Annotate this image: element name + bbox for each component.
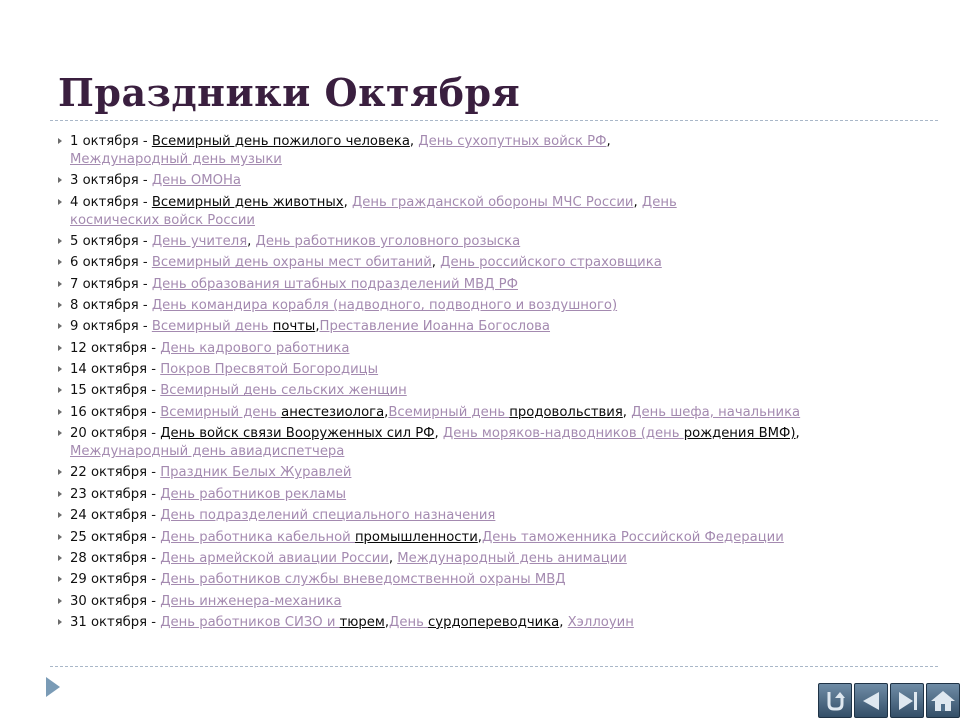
date-label: 30 октября — [70, 593, 148, 609]
separator-text: , — [384, 614, 390, 630]
holiday-link[interactable]: День работников рекламы — [160, 486, 347, 502]
holiday-link[interactable]: Всемирный день — [388, 404, 510, 420]
date-label: 23 октября — [70, 486, 148, 502]
holiday-link[interactable]: День работников службы вневедомственной охраны МВД — [160, 572, 566, 588]
bullet-icon — [58, 619, 62, 625]
list-item — [56, 614, 936, 632]
date-label: 3 октября — [70, 173, 139, 189]
separator-text: , — [315, 319, 320, 335]
date-label: 8 октября — [70, 298, 139, 314]
date-separator: - — [147, 614, 161, 630]
separator-text: , — [795, 426, 800, 442]
holiday-link[interactable]: День кадрового работника — [160, 340, 350, 356]
holiday-link[interactable]: Всемирный день — [160, 404, 282, 420]
list-item — [56, 550, 936, 568]
holiday-link[interactable]: Международный день музыки — [70, 152, 282, 167]
bullet-icon — [58, 576, 62, 582]
separator-text: , — [434, 426, 443, 442]
holiday-link[interactable]: Всемирный день животных — [151, 194, 344, 210]
holiday-link[interactable]: День — [389, 614, 429, 630]
bullet-icon — [58, 177, 62, 183]
date-label: 9 октября — [70, 319, 139, 335]
holiday-link[interactable]: Международный день анимации — [397, 550, 627, 566]
date-label: 28 октября — [70, 550, 148, 566]
return-icon — [823, 689, 847, 713]
date-separator: - — [138, 276, 152, 292]
list-item — [56, 382, 936, 400]
date-label: 5 октября — [70, 234, 139, 250]
separator-text: , — [409, 134, 419, 149]
separator-text: , — [633, 194, 642, 210]
date-label: 22 октября — [70, 465, 148, 481]
holiday-link[interactable]: День войск связи Вооруженных сил РФ — [160, 426, 435, 442]
holiday-link[interactable]: промышленности — [354, 529, 478, 545]
holiday-link[interactable]: День таможенника Российской Федерации — [482, 529, 784, 545]
list-item — [56, 404, 936, 422]
date-separator: - — [138, 255, 152, 271]
bullet-icon — [58, 534, 62, 540]
bullet-icon — [58, 302, 62, 308]
list-item — [56, 233, 936, 251]
holiday-link[interactable]: День шефа, начальника — [631, 404, 801, 420]
date-separator: - — [147, 362, 161, 378]
holiday-link[interactable]: тюрем — [339, 614, 385, 630]
holiday-link[interactable]: Всемирный день сельских женщин — [160, 383, 407, 399]
date-separator: - — [147, 340, 161, 356]
date-label: 1 октября — [70, 134, 139, 149]
list-item — [56, 507, 936, 525]
date-label: 14 октября — [70, 362, 148, 378]
date-label: 24 октября — [70, 508, 148, 524]
date-label: 6 октября — [70, 255, 139, 271]
bullet-icon — [58, 430, 62, 436]
holiday-link[interactable]: Всемирный день пожилого человека — [151, 134, 410, 149]
holiday-link[interactable]: Всемирный день — [151, 319, 273, 335]
list-item — [56, 593, 936, 611]
holiday-link[interactable]: День командира корабля (надводного, подводного и воздушного) — [151, 298, 618, 314]
next-button[interactable] — [890, 683, 924, 718]
date-separator: - — [147, 529, 161, 545]
bullet-icon — [58, 469, 62, 475]
date-label: 31 октября — [70, 614, 148, 630]
holiday-link[interactable]: День российского страховщика — [440, 255, 662, 271]
slide-arrow-icon[interactable] — [46, 677, 60, 697]
separator-text: , — [388, 550, 398, 566]
separator-text: , — [247, 234, 256, 250]
bullet-icon — [58, 555, 62, 561]
holiday-link[interactable]: почты — [272, 319, 316, 335]
return-button[interactable] — [818, 683, 852, 718]
holiday-link[interactable]: День ОМОНа — [151, 173, 241, 189]
date-label: 20 октября — [70, 426, 148, 442]
bullet-icon — [58, 345, 62, 351]
list-item — [56, 464, 936, 482]
previous-icon — [859, 689, 883, 713]
holiday-link[interactable]: Международный день авиадиспетчера — [70, 444, 345, 460]
list-item — [56, 194, 710, 230]
holiday-link[interactable]: День армейской авиации России — [160, 550, 389, 566]
bullet-icon — [58, 387, 62, 393]
list-item — [56, 172, 936, 190]
holiday-link[interactable]: День космических войск России — [70, 194, 677, 228]
date-separator: - — [147, 550, 161, 566]
bullet-icon — [58, 281, 62, 287]
bullet-icon — [58, 366, 62, 372]
bullet-icon — [58, 598, 62, 604]
home-button[interactable] — [926, 683, 960, 718]
date-label: 12 октября — [70, 340, 148, 356]
list-item — [56, 486, 936, 504]
list-item — [56, 254, 936, 272]
list-item — [56, 529, 936, 547]
holiday-link[interactable]: День подразделений специального назначения — [160, 508, 496, 524]
holiday-link[interactable]: Преставление Иоанна Богослова — [319, 319, 551, 335]
date-label: 4 октября — [70, 194, 139, 210]
list-item — [56, 571, 936, 589]
holiday-link[interactable]: День учителя — [151, 234, 248, 250]
bullet-icon — [58, 491, 62, 497]
bottom-divider — [50, 666, 938, 667]
separator-text: , — [622, 404, 632, 420]
holiday-link[interactable]: День сухопутных войск РФ — [418, 134, 607, 149]
bullet-icon — [58, 512, 62, 518]
date-separator: - — [138, 319, 152, 335]
bullet-icon — [58, 259, 62, 265]
date-label: 16 октября — [70, 404, 148, 420]
list-item — [56, 425, 890, 461]
date-separator: - — [138, 234, 152, 250]
date-separator: - — [138, 134, 152, 149]
list-item — [56, 133, 682, 169]
bullet-icon — [58, 238, 62, 244]
next-icon — [895, 689, 919, 713]
holiday-link[interactable]: рождения ВМФ) — [683, 426, 796, 442]
date-separator: - — [147, 383, 161, 399]
date-label: 7 октября — [70, 276, 139, 292]
date-separator: - — [147, 465, 161, 481]
separator-text: , — [606, 134, 611, 149]
bullet-icon — [58, 138, 62, 144]
list-item — [56, 340, 936, 358]
home-icon — [930, 689, 956, 713]
list-item — [56, 276, 936, 294]
list-item — [56, 361, 936, 379]
navigation-bar — [818, 683, 960, 720]
separator-text: , — [384, 404, 389, 420]
bullet-icon — [58, 409, 62, 415]
holiday-link[interactable]: Всемирный день охраны мест обитаний — [151, 255, 432, 271]
page-title: Праздники Октября — [58, 70, 521, 115]
previous-button[interactable] — [854, 683, 888, 718]
holiday-link[interactable]: День работников уголовного розыска — [255, 234, 521, 250]
bullet-icon — [58, 199, 62, 205]
holiday-link[interactable]: День образования штабных подразделений МВД РФ — [151, 276, 518, 292]
holiday-list — [56, 133, 936, 635]
date-separator: - — [138, 298, 152, 314]
holiday-link[interactable]: День гражданской обороны МЧС России — [351, 194, 634, 210]
date-separator: - — [138, 194, 152, 210]
separator-text: , — [343, 194, 352, 210]
holiday-link[interactable]: День инженера-механика — [160, 593, 342, 609]
separator-text: , — [477, 529, 482, 545]
holiday-link[interactable]: сурдопереводчика — [428, 614, 560, 630]
list-item — [56, 297, 936, 315]
date-label: 15 октября — [70, 383, 148, 399]
date-separator: - — [147, 404, 161, 420]
date-separator: - — [147, 426, 161, 442]
date-separator: - — [138, 173, 152, 189]
date-separator: - — [147, 508, 161, 524]
date-separator: - — [147, 593, 161, 609]
date-label: 29 октября — [70, 572, 148, 588]
holiday-link[interactable]: анестезиолога — [281, 404, 385, 420]
bullet-icon — [58, 323, 62, 329]
separator-text: , — [431, 255, 441, 271]
date-label: 25 октября — [70, 529, 148, 545]
holiday-link[interactable]: День моряков-надводников (день — [442, 426, 684, 442]
top-divider — [50, 120, 938, 121]
separator-text: , — [559, 614, 568, 630]
holiday-link[interactable]: День работников СИЗО и — [160, 614, 340, 630]
holiday-link[interactable]: Хэллоуин — [567, 614, 634, 630]
holiday-link[interactable]: Праздник Белых Журавлей — [160, 465, 352, 481]
list-item — [56, 318, 936, 336]
date-separator: - — [147, 572, 161, 588]
holiday-link[interactable]: продовольствия — [509, 404, 623, 420]
holiday-link[interactable]: День работника кабельной — [160, 529, 355, 545]
date-separator: - — [147, 486, 161, 502]
holiday-link[interactable]: Покров Пресвятой Богородицы — [160, 362, 379, 378]
